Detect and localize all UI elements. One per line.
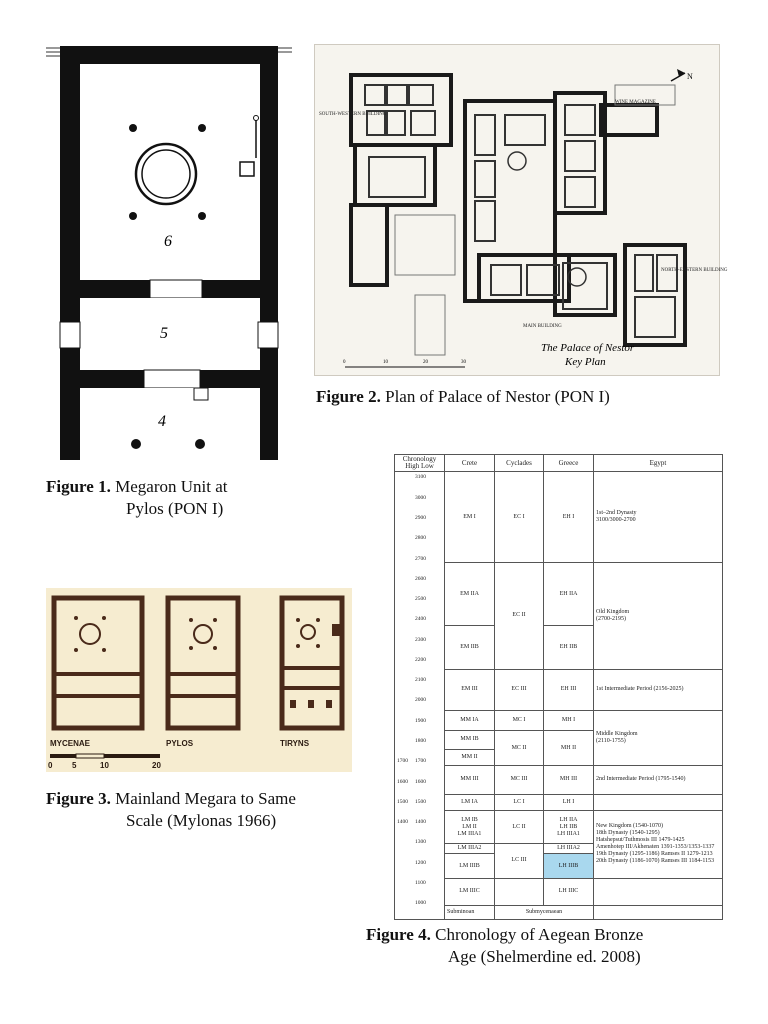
label-main-building: MAIN BUILDING	[523, 324, 562, 329]
palace-plan-drawing	[315, 45, 728, 375]
year-low-label: 1800	[415, 737, 426, 744]
table-cell	[594, 905, 723, 919]
table-header-row	[395, 455, 723, 472]
table-cell: MH III	[544, 765, 594, 794]
table-cell: EM III	[445, 669, 495, 710]
table-cell: Subminoan	[445, 905, 495, 919]
figure-2-text: Plan of Palace of Nestor (PON I)	[385, 387, 610, 406]
year-low-label: 3100	[415, 474, 426, 481]
year-high-label: 1600	[397, 778, 408, 785]
table-cell: LC III	[495, 843, 544, 878]
figure-4-text-line1: Chronology of Aegean Bronze	[435, 925, 644, 944]
year-low-label: 1000	[415, 900, 426, 907]
megara-scale-10: 10	[100, 761, 109, 770]
year-low-label: 2600	[415, 575, 426, 582]
year-low-label: 2900	[415, 514, 426, 521]
north-arrow-label: N	[687, 72, 693, 81]
table-cell: MC II	[495, 731, 544, 766]
table-cell: LM IIIC	[445, 878, 495, 905]
table-cell: 1st Intermediate Period (2156-2025)	[594, 669, 723, 710]
table-cell: EH IIA	[544, 562, 594, 626]
year-high-label: 1400	[397, 819, 408, 826]
figure-4-text-line2: Age (Shelmerdine ed. 2008)	[448, 947, 641, 966]
figure-1-megaron-plan	[46, 40, 292, 462]
table-cell: LH IIIA2	[544, 843, 594, 853]
table-cell: LM IA	[445, 794, 495, 810]
megaron-plan-drawing	[46, 40, 292, 462]
year-low-label: 2700	[415, 555, 426, 562]
figure-1-text-line1: Megaron Unit at	[115, 477, 228, 496]
table-cell	[594, 794, 723, 810]
figure-3-text-line1: Mainland Megara to Same	[115, 789, 296, 808]
year-low-label: 2000	[415, 697, 426, 704]
plan-scale-30: 30	[461, 360, 466, 365]
label-north-eastern-building: NORTH-EASTERN BUILDING	[661, 268, 728, 273]
megara-scale-0: 0	[48, 761, 53, 770]
table-cell: LM IB LM II LM IIIA1	[445, 811, 495, 844]
plan-scale-10: 10	[383, 360, 388, 365]
table-cell: MC III	[495, 765, 544, 794]
figure-2-palace-plan	[314, 44, 728, 376]
header-egypt: Egypt	[594, 455, 723, 472]
table-cell: LC II	[495, 811, 544, 844]
table-cell: MC I	[495, 710, 544, 731]
table-cell: EM IIB	[445, 626, 495, 669]
table-cell: LM IIIB	[445, 854, 495, 879]
header-crete: Crete	[445, 455, 495, 472]
table-cell: MH I	[544, 710, 594, 731]
megara-scale-20: 20	[152, 761, 161, 770]
table-cell	[495, 878, 544, 905]
table-cell: New Kingdom (1540-1070) 18th Dynasty (1540-1295) Hatshepsut/Tuthmosis III 1479-1425 Amenhotep III/Akhenaten 1391-1353/1353-1337 19th Dynasty (1295-1186) Ramses II 1279-1213 20th Dynasty (1186-1070) Ramses III 1184-1153	[594, 811, 723, 879]
table-cell: EH I	[544, 472, 594, 562]
year-low-label: 3000	[415, 494, 426, 501]
table-cell: EC II	[495, 562, 544, 669]
label-wine-magazine: WINE MAGAZINE	[615, 100, 656, 105]
figure-2-caption	[316, 386, 736, 408]
table-cell: EM IIA	[445, 562, 495, 626]
highlighted-cell-lh-iiib: LH IIIB	[544, 854, 594, 879]
table-cell: LH I	[544, 794, 594, 810]
site-label-mycenae: MYCENAE	[50, 739, 91, 748]
table-cell: EC III	[495, 669, 544, 710]
plan-scale-0: 0	[343, 360, 346, 365]
year-low-label: 1500	[415, 798, 426, 805]
room-label-5: 5	[160, 325, 168, 342]
year-low-label: 1300	[415, 839, 426, 846]
table-cell: MH II	[544, 731, 594, 766]
megara-drawing	[46, 588, 352, 772]
figure-3-caption	[46, 788, 356, 832]
table-cell: EH III	[544, 669, 594, 710]
year-low-label: 1200	[415, 859, 426, 866]
figure-4-chronology-table	[394, 454, 722, 920]
year-low-label: 2400	[415, 616, 426, 623]
year-low-label: 1900	[415, 717, 426, 724]
table-cell: Submycenaean	[495, 905, 594, 919]
table-cell: MM IB	[445, 731, 495, 749]
table-cell	[594, 878, 723, 905]
table-cell: 2nd Intermediate Period (1795-1540)	[594, 765, 723, 794]
plan-scale-20: 20	[423, 360, 428, 365]
chronology-table	[394, 454, 723, 920]
room-label-6: 6	[164, 233, 172, 250]
year-low-label: 1600	[415, 778, 426, 785]
plan-title-line1: The Palace of Nestor	[541, 342, 635, 354]
figure-3-label: Figure 3.	[46, 789, 111, 808]
label-south-western-building: SOUTH-WESTERN BUILDING	[319, 112, 387, 117]
room-label-4: 4	[158, 413, 166, 430]
figure-1-label: Figure 1.	[46, 477, 111, 496]
figure-2-label: Figure 2.	[316, 387, 381, 406]
table-cell: LH IIA LH IIB LH IIIA1	[544, 811, 594, 844]
megara-scale-5: 5	[72, 761, 77, 770]
year-low-label: 2800	[415, 535, 426, 542]
header-greece: Greece	[544, 455, 594, 472]
header-cyclades: Cyclades	[495, 455, 544, 472]
site-label-pylos: PYLOS	[166, 739, 194, 748]
table-cell: LM IIIA2	[445, 843, 495, 853]
figure-1-caption	[46, 476, 306, 520]
year-low-label: 2500	[415, 596, 426, 603]
year-low-label: 2200	[415, 656, 426, 663]
table-cell: Old Kingdom (2700-2195)	[594, 562, 723, 669]
year-high-label: 1700	[397, 758, 408, 765]
figure-4-label: Figure 4.	[366, 925, 431, 944]
table-cell: EC I	[495, 472, 544, 562]
year-high-label: 1500	[397, 798, 408, 805]
year-low-label: 1100	[415, 879, 426, 886]
years-column	[395, 472, 445, 920]
table-cell: Middle Kingdom (2110-1755)	[594, 710, 723, 765]
year-low-label: 2300	[415, 636, 426, 643]
table-cell: MM IA	[445, 710, 495, 731]
year-low-label: 2100	[415, 677, 426, 684]
header-chronology: Chronology High Low	[395, 455, 445, 472]
figure-4-caption	[366, 924, 746, 968]
table-cell: 1st–2nd Dynasty 3100/3000-2700	[594, 472, 723, 562]
figure-3-text-line2: Scale (Mylonas 1966)	[126, 811, 277, 830]
year-low-label: 1700	[415, 758, 426, 765]
plan-title-line2: Key Plan	[565, 356, 606, 368]
table-cell: MM II	[445, 749, 495, 765]
table-cell: LH IIIC	[544, 878, 594, 905]
figure-3-megara-comparison	[46, 588, 352, 772]
site-label-tiryns: TIRYNS	[280, 739, 310, 748]
figure-1-text-line2: Pylos (PON I)	[126, 499, 224, 518]
year-low-label: 1400	[415, 819, 426, 826]
table-cell: MM III	[445, 765, 495, 794]
table-cell: EM I	[445, 472, 495, 562]
table-cell: EH IIB	[544, 626, 594, 669]
table-cell: LC I	[495, 794, 544, 810]
